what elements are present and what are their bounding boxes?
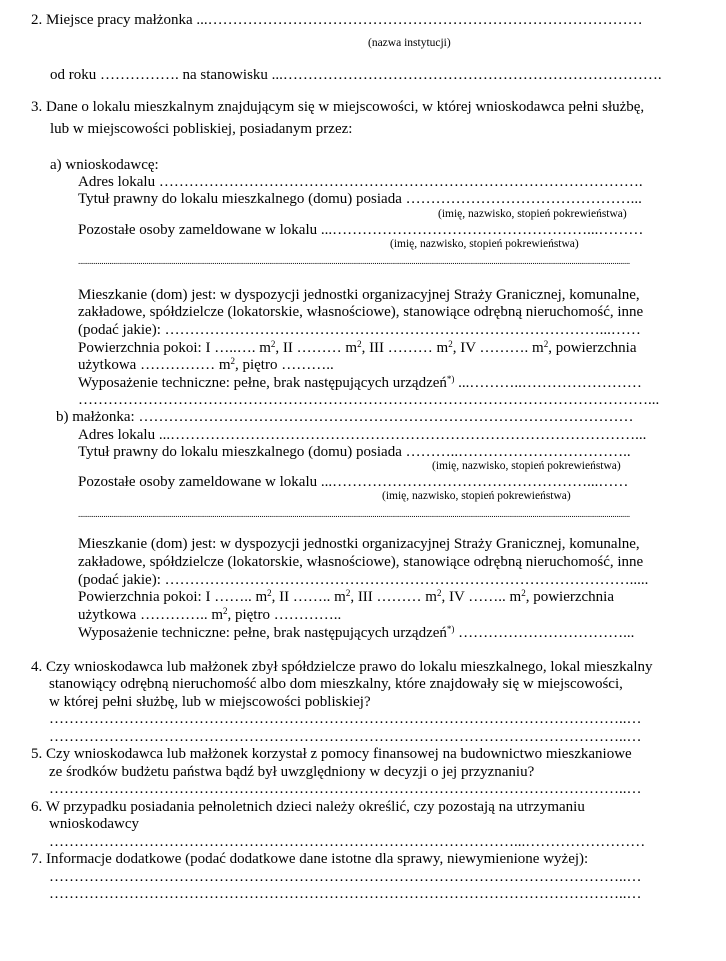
caption-name-relationship: (imię, nazwisko, stopień pokrewieństwa) [432,460,621,472]
caption-name-relationship: (imię, nazwisko, stopień pokrewieństwa) [438,208,627,220]
q3a-disposal-line-1: Mieszkanie (dom) jest: w dyspozycji jednostki organizacyjnej Straży Granicznej, komunalne, [78,287,640,303]
q4-question-line-1: 4. Czy wnioskodawca lub małżonek zbył spółdzielcze prawo do lokalu mieszkalnego, lokal mieszkalny [31,659,653,675]
q3a-equipment-line[interactable]: Wyposażenie techniczne: pełne, brak następujących urządzeń*) ...………..…………………… [78,374,642,391]
q3a-disposal-line-2: zakładowe, spółdzielcze (lokatorskie, własnościowe), stanowiące odrębną nieruchomość, inne [78,304,644,320]
q3b-equipment-line[interactable]: Wyposażenie techniczne: pełne, brak następujących urządzeń*) ……………………………... [78,624,635,641]
q2-spouse-workplace-line[interactable]: 2. Miejsce pracy małżonka ...…………………………………………………………………………… [31,12,643,28]
q3b-disposal-line-2: zakładowe, spółdzielcze (lokatorskie, własnościowe), stanowiące odrębną nieruchomość, inne [78,554,644,570]
q4-answer-line-1[interactable]: ……………………………………………………………………………………………………..… [49,711,642,727]
q3b-extra-dotted-line[interactable]: ........................................................................................................................................................................................................................................................................................... [78,509,630,519]
q3a-equipment-continued-line[interactable]: ……………………………………………………………………………………………………... [78,392,660,408]
q3b-legal-title-line[interactable]: Tytuł prawny do lokalu mieszkalnego (domu) posiada ………..…………………………….. [78,444,631,460]
q7-answer-line-1[interactable]: ……………………………………………………………………………………………………..… [49,869,642,885]
q2-since-year-position-line[interactable]: od roku ……………. na stanowisku ...…………………………………………………………………. [50,67,662,83]
q5-question-line-1: 5. Czy wnioskodawca lub małżonek korzystał z pomocy finansowej na budownictwo mieszkaniowe [31,746,632,762]
q3a-usable-area-line[interactable]: użytkowa …………… $m^2$, piętro ……….. [78,356,334,373]
q7-question-line: 7. Informacje dodatkowe (podać dodatkowe dane istotne dla sprawy, niewymienione wyżej): [31,851,589,867]
caption-name-relationship: (imię, nazwisko, stopień pokrewieństwa) [382,490,571,502]
q3b-address-line[interactable]: Adres lokalu ...…………………………………………………………………………………... [78,427,647,443]
q3-heading-line-1: 3. Dane o lokalu mieszkalnym znajdującym się w miejscowości, w której wnioskodawca pełni służbę, [31,99,645,115]
q3a-legal-title-line[interactable]: Tytuł prawny do lokalu mieszkalnego (domu) posiada ………………………………………... [78,191,642,207]
q4-question-line-2: stanowiący odrębną nieruchomość albo dom mieszkalny, które znajdowały się w miejscowości, [49,676,623,692]
q5-answer-line[interactable]: ……………………………………………………………………………………………………..… [49,781,642,797]
q7-answer-line-2[interactable]: ……………………………………………………………………………………………………..… [49,886,642,902]
q3b-other-residents-line[interactable]: Pozostałe osoby zameldowane w lokalu ...……………………………………………...…… [78,474,629,490]
q3a-room-area-line[interactable]: Powierzchnia pokoi: I …..…. $m^2$, II ……… $m^2$, III ……… $m^2$, IV ………. $m^2$, powierzchnia [78,339,637,356]
q3b-spouse-line[interactable]: b) małżonka: ……………………………………………………………………………………… [56,409,634,425]
q4-question-line-3: w której pełni służbę, lub w miejscowości pobliskiej? [49,694,371,710]
q6-answer-line[interactable]: …………………………………………………………………………………...…………………… [49,834,646,850]
q3-heading-line-2: lub w miejscowości pobliskiej, posiadanym przez: [50,121,353,137]
q3a-other-specify-line[interactable]: (podać jakie): ……………………………………………………………………………...…… [78,322,641,338]
q3b-room-area-line[interactable]: Powierzchnia pokoi: I …….. $m^2$, II …….. $m^2$, III ……… $m^2$, IV …….. $m^2$, powierzchnia [78,588,614,605]
q6-question-line-2: wnioskodawcy [49,816,139,832]
caption-name-relationship: (imię, nazwisko, stopień pokrewieństwa) [390,238,579,250]
q3b-usable-area-line[interactable]: użytkowa ………….. $m^2$, piętro ………….. [78,606,342,623]
q5-question-line-2: ze środków budżetu państwa bądź był uwzględniony w decyzji o jej przyznaniu? [49,764,535,780]
caption-institution-name: (nazwa instytucji) [368,37,451,49]
q3a-address-line[interactable]: Adres lokalu ……………………………………………………………………………………. [78,174,643,190]
q3a-extra-dotted-line[interactable]: ........................................................................................................................................................................................................................................................................................... [78,256,630,266]
q3b-other-specify-line[interactable]: (podać jakie): …………………………………………………………………………………..... [78,572,649,588]
q3b-disposal-line-1: Mieszkanie (dom) jest: w dyspozycji jednostki organizacyjnej Straży Granicznej, komunalne, [78,536,640,552]
q3a-applicant-label: a) wnioskodawcę: [50,157,159,173]
q6-question-line-1: 6. W przypadku posiadania pełnoletnich dzieci należy określić, czy pozostają na utrzymaniu [31,799,585,815]
q3a-other-residents-line[interactable]: Pozostałe osoby zameldowane w lokalu ...……………………………………………...……… [78,222,644,238]
q4-answer-line-2[interactable]: ……………………………………………………………………………………………………..… [49,729,642,745]
